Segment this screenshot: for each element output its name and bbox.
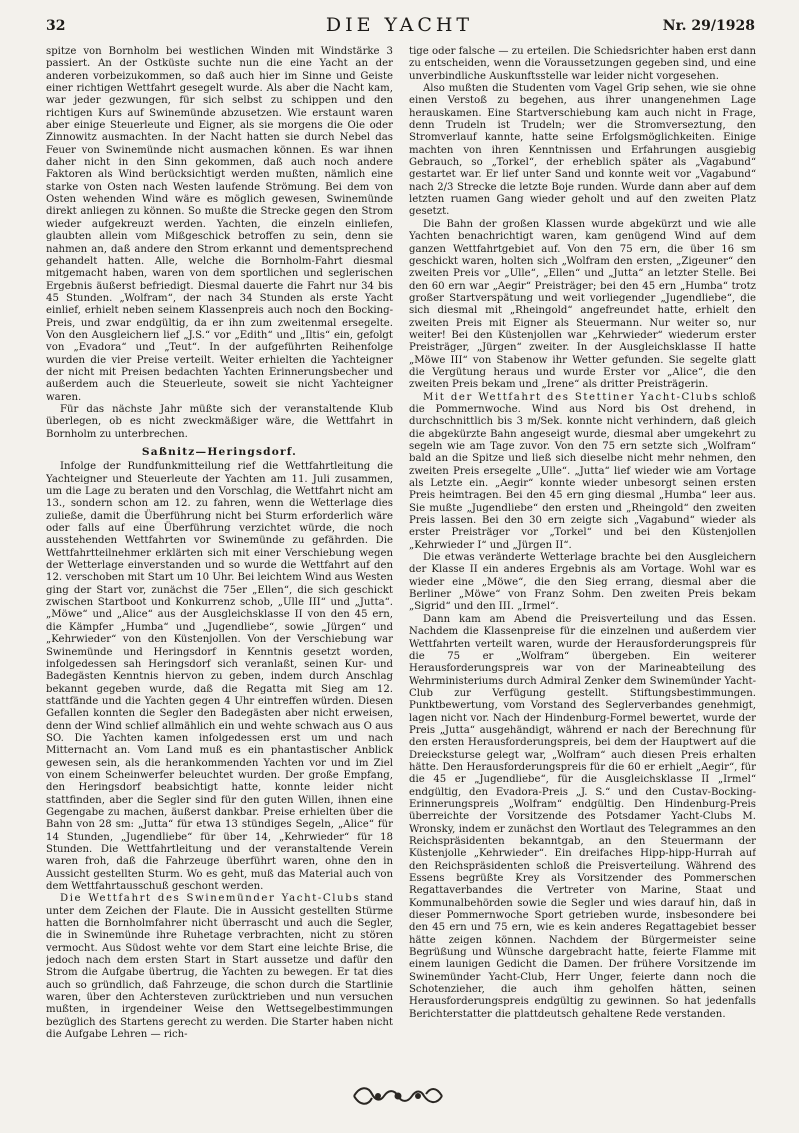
paragraph: tige oder falsche — zu erteilen. Die Schiedsrichter haben erst dann zu entscheiden, wenn die Voraussetzungen gegeben sind, und eine unverbindliche Auskunftsstelle war leider nicht vorgesehen. [409, 46, 756, 82]
spaced-lead-in: Mit der Wettfahrt des Stettiner Yacht-Clubs [423, 391, 719, 403]
paragraph [409, 392, 756, 552]
paragraph: Dann kam am Abend die Preisverteilung und das Essen. Nachdem die Klassenpreise für die einzelnen und außerdem vier Wettfahrten verteilt waren, wurde der Herausforderungspreis für die 75 er „Wolfram“ übergeben. Ein weiterer Herausforderungspreis war von der Marineabteilung des Wehrministeriums durch Admiral Zenker dem Swinemünder Yacht-Club zur Verfügung gestellt. Stiftungsbestimmungen. Punktbewertung, vom Vorstand des Seglerverbandes genehmigt, lagen nicht vor. Nach der Hindenburg-Formel bewertet, wurde der Preis „Jutta“ ausgehändigt, während er nach der Berechnung für den ersten Herausforderungspreis, bei dem der Hauptwert auf die Dreiecksturse gelegt war, „Wolfram“ auch diesen Preis erhalten hätte. Den Herausforderungspreis für die 60 er erhielt „Aegir“, für die 45 er „Jugendliebe“, für die Ausgleichsklasse II „Irmel“ endgültig, den Evadora-Preis „J. S.“ und den Custav-Bocking-Erinnerungspreis „Wolfram“ endgültig. Den Hindenburg-Preis überreichte der Vorsitzende des Potsdamer Yacht-Clubs M. Wronsky, indem er zunächst den Wortlaut des Telegrammes an den Reichspräsidenten bekanntgab, an den Steuermann der Küstenjolle „Kehrwieder“. Ein dreifaches Hipp-hipp-Hurrah auf den Reichspräsidenten schloß die Preisverteilung. Während des Essens begrüßte Krey als Vorsitzender des Pommerschen Regattaverbandes die Vertreter von Marine, Staat und Kommunalbehörden sowie die Segler und wies darauf hin, daß in dieser Pommernwoche Sport getrieben wurde, insbesondere bei den 45 ern und 75 ern, wie es kein anderes Regattagebiet besser hätte zeigen können. Nachdem der Bürgermeister seine Begrüßung und Wünsche dargebracht hatte, feierte Flamme mit einem launigen Gedicht die Damen. Der frühere Vorsitzende im Swinemünder Yacht-Club, Herr Unger, feierte dann noch die Schotenzieher, die auch ihm geholfen hätten, seinen Herausforderungspreis endgültig zu gewinnen. So hat jedenfalls Berichterstatter die plattdeutsch gehaltene Rede verstanden. [409, 613, 756, 1020]
section-heading: Saßnitz—Heringsdorf. [141, 446, 298, 458]
paragraph: Die Bahn der großen Klassen wurde abgekürzt und wie alle Yachten benachrichtigt waren, kam genügend Wind auf dem ganzen Wettfahrtgebiet auf. Von den 75 ern, die über 16 sm geschickt waren, holten sich „Wolfram den ersten, „Zigeuner“ den zweiten Preis vor „Ulle“, „Ellen“ und „Jutta“ an letzter Stelle. Bei den 60 ern war „Aegir“ Preisträger; bei den 45 ern „Humba“ trotz großer Startverspätung und weit vorliegender „Jugendliebe“, die sich diesmal mit „Rheingold“ angefreundet hatte, erhielt den zweiten Preis mit Eigner als Steuermann. Nur weiter so, nur weiter! Bei den Küstenjollen war „Kehrwieder“ wiederum erster Preisträger, „Jürgen“ zweiter. In der Ausgleichsklasse II hatte „Möwe III“ von Stabenow ihr Wetter gefunden. Sie segelte glatt die Vergütung heraus und wurde Erster vor „Alice“, die den zweiten Preis bekam und „Irene“ als dritter Preisträgerin. [409, 218, 756, 391]
paragraph: Also mußten die Studenten vom Vagel Grip sehen, wie sie ohne einen Verstoß zu begehen, aus ihrer unangenehmen Lage herauskamen. Eine Startverschiebung kam auch nicht in Frage, denn Trudeln ist Trudeln; wer die Stromverseztung, den Stromverlauf kannte, hatte seine Erfolgsmöglichkeiten. Einige machten von ihren Kenntnissen und Erfahrungen ausgiebig Gebrauch, so „Torkel“, der erheblich später als „Vagabund“ gestartet war. Er lief unter Sand und konnte weit vor „Vagabund“ nach 2/3 Strecke die letzte Boje runden. Wurde dann aber auf dem letzten ruamen Gang wieder geholt und auf den zweiten Platz gesetzt. [409, 83, 756, 218]
page-number: 32 [46, 18, 66, 34]
paragraph: Für das nächste Jahr müßte sich der veranstaltende Klub überlegen, ob es nicht zweckmäßiger wäre, die Wettfahrt in Bornholm zu unterbrechen. [46, 403, 393, 440]
scroll-ornament-icon [350, 1084, 446, 1108]
paragraph: Die etwas veränderte Wetterlage brachte bei den Ausgleichern der Klasse II ein anderes Ergebnis als am Vortage. Wohl war es wieder eine „Möwe“, die den Sieg errang, diesmal aber die Berliner „Möwe“ von Franz Sohm. Den zweiten Preis bekam „Sigrid“ und den III. „Irmel“. [409, 552, 756, 613]
paragraph: spitze von Bornholm bei westlichen Winden mit Windstärke 3 passiert. An der Ostküste suchte nun die eine Yacht an der anderen vorbeizukommen, so daß auch hier im Sinne und Geiste einer richtigen Wettfahrt gesegelt wurde. Als aber die Nacht kam, war jeder gezwungen, für sich selbst zu schippen und den richtigen Kurs auf Swinemünde abzusetzen. Wie erstaunt waren aber einige Steuerleute und Eigner, als sie morgens die Oie oder Zinnowitz ausmachten. In der Nacht hatten sie durch Nebel das Feuer von Swinemünde nicht ausmachen können. Es war ihnen daher nicht in den Sinn gekommen, daß auch noch andere Faktoren als Wind berücksichtigt werden mußten, nämlich eine starke von Osten nach Westen laufende Strömung. Bei dem von Osten wehenden Wind wäre es möglich gewesen, Swinemünde direkt anliegen zu können. So mußte die Strecke gegen den Strom wieder aufgekreuzt werden. Yachten, die einzeln einliefen, glaubten allein vom Mißgeschick betroffen zu sein, denn sie nahmen an, daß andere den Strom erkannt und dementsprechend gehandelt hatten. Alle, welche die Bornholm-Fahrt diesmal mitgemacht haben, waren von dem sportlichen und seglerischen Ergebnis äußerst befriedigt. Diesmal dauerte die Fahrt nur 34 bis 45 Stunden. „Wolfram“, der nach 34 Stunden als erste Yacht einlief, erhielt neben seinem Klassenpreis auch noch den Bocking-Preis, und zwar endgültig, da er ihn zum zweitenmal ersegelte. Von den Ausgleichern lief „J.S.“ vor „Edith“ und „Iltis“ ein, gefolgt von „Evadora“ und „Teut“. In der aufgeführten Reihenfolge wurden die vier Preise verteilt. Weiter erhielten die Yachteigner der nicht mit Preisen bedachten Yachten Erinnerungsbecher und außerdem auch die Steuerleute, soweit sie nicht Yachteigner waren. [46, 46, 393, 403]
right-column [409, 46, 756, 1056]
paragraph-text: stand unter dem Zeichen der Flaute. Die in Aussicht gestellten Stürme hatten die Bornholmfahrer nicht überrascht und auch die Segler, die in Swinemünde ihre Ruhetage verbrachten, nicht zu stören vermocht. Aus Südost wehte vor dem Start eine leichte Brise, die jedoch nach dem ersten Start in Start aussetze und dafür den Strom die Aufgabe übertrug, die Yachten zu bewegen. Er tat dies auch so gründlich, daß Fahrzeuge, die schon durch die Startlinie waren, über den Achtersteven zurücktrieben und nun versuchen mußten, in irgendeiner Weise den Wettsegelbestimmungen bezüglich des Startens gerecht zu werden. Die Starter haben nicht die Aufgabe Lehren — rich- [46, 893, 393, 1041]
paragraph: Infolge der Rundfunkmitteilung rief die Wettfahrtleitung die Yachteigner und Steuerleute der Yachten am 11. Juli zusammen, um die Lage zu beraten und den Vorschlag, die Wettfahrt nicht am 13., sondern schon am 12. zu fahren, wenn die Wetterlage dies zuließe, damit die Überführung nicht bei Sturm erforderlich wäre oder falls auf eine Überführung verzichtet würde, die noch ausstehenden Wettfahrten vor Swinemünde zu gefährden. Die Wettfahrtteilnehmer erklärten sich mit einer Verschiebung wegen der Wetterlage einverstanden und so wurde die Wettfahrt auf den 12. verschoben mit Start um 10 Uhr. Bei leichtem Wind aus Westen ging der Start vor, zunächst die 75er „Ellen“, die sich geschickt zwischen Startboot und Konkurrenz schob, „Ulle III“ und „Jutta“. „Möwe“ und „Alice“ aus der Ausgleichsklasse II von den 45 ern, die Kämpfer „Humba“ und „Jugendliebe“, sowie „Jürgen“ und „Kehrwieder“ von den Küstenjollen. Von der Verschiebung war Swinemünde und Heringsdorf in Kenntnis gesetzt worden, infolgedessen sah Heringsdorf sich veranlaßt, seinen Kur- und Badegästen Kenntnis hiervon zu geben, indem durch Anschlag bekannt gegeben wurde, daß die Regatta mit Sieg am 12. stattfände und die Yachten gegen 4 Uhr eintreffen würden. Diesen Gefallen konnten die Segler den Badegästen aber nicht erweisen, denn der Wind schlief allmählich ein und wehte schwach aus O aus SO. Die Yachten kamen infolgedessen erst um und nach Mitternacht an. Vom Land muß es ein phantastischer Anblick gewesen sein, als die herankommenden Yachten vor und im Ziel von einem Scheinwerfer beleuchtet wurden. Der große Empfang, den Heringsdorf beabsichtigt hatte, konnte leider nicht stattfinden, aber die Segler sind für den guten Willen, ihnen eine Gegengabe zu machen, äußerst dankbar. Preise erhielten über die Bahn von 28 sm: „Jutta“ für etwa 13 stündiges Segeln, „Alice“ für 14 Stunden, „Jugendliebe“ für über 14, „Kehrwieder“ für 18 Stunden. Die Wettfahrtleitung und der veranstaltende Verein waren froh, daß die Fahrzeuge überführt waren, ohne den in Aussicht gestellten Sturm. Wo es geht, muß das Material auch von dem Wettfahrtausschuß geschont werden. [46, 461, 393, 893]
spaced-lead-in: Die Wettfahrt des Swinemünder Yacht-Clubs [60, 893, 361, 905]
issue-number: Nr. 29/1928 [662, 18, 755, 34]
paragraph [46, 893, 393, 1041]
article-body [46, 46, 756, 1056]
running-title: DIE YACHT [325, 14, 474, 36]
left-column [46, 46, 393, 1056]
paragraph-text: schloß die Pommernwoche. Wind aus Nord bis Ost drehend, in durchschnittlich bis 3 m/Sek. konnte nicht verhindern, daß gleich die abgekürzte Bahn angeseigt wurde, diesmal aber umgekehrt zu segeln wie am Tage zuvor. Von den 75 ern setzte sich „Wolfram“ bald an die Spitze und ließ sich dieselbe nicht mehr nehmen, den zweiten Preis ersegelte „Ulle“. „Jutta“ lief wieder wie am Vortage als Letzte ein. „Aegir“ konnte wieder unbesorgt seinen ersten Preis heimtragen. Bei den 45 ern ging diesmal „Humba“ leer aus. Sie mußte „Jugendliebe“ den ersten und „Rheingold“ den zweiten Preis lassen. Bei den 30 ern zeigte sich „Vagabund“ wieder als erster Preisträger vor „Torkel“ und bei den Küstenjollen „Kehrwieder I“ und „Jürgen II“. [409, 391, 756, 551]
